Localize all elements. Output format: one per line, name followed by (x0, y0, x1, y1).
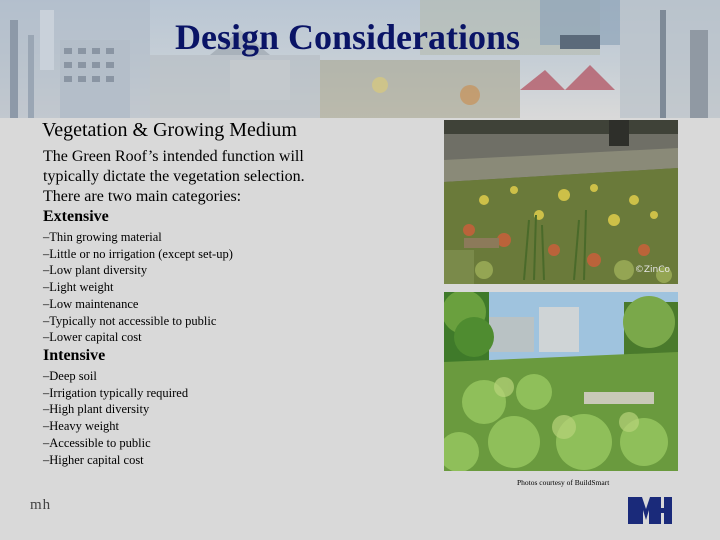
list-item: –Light weight (43, 280, 114, 295)
list-item: –Thin growing material (43, 230, 162, 244)
section-subtitle: Vegetation & Growing Medium (42, 119, 297, 141)
extensive-roof-photo (444, 120, 678, 284)
list-item: –Low maintenance (43, 296, 139, 311)
intro-line: The Green Roof’s intended function will (43, 148, 304, 165)
list-item: –Low plant diversity (43, 263, 148, 278)
mh-logo-icon (628, 495, 672, 525)
list-item: –Deep soil (43, 369, 97, 383)
intro-line: There are two main categories: (43, 188, 242, 205)
extensive-heading: Extensive (43, 208, 109, 225)
list-item: –Typically not accessible to public (43, 313, 217, 328)
list-item: –Higher capital cost (43, 452, 144, 467)
slide-title: Design Considerations (174, 17, 521, 57)
list-item: –Irrigation typically required (43, 385, 189, 400)
header-banner (0, 0, 720, 118)
list-item: –Little or no irrigation (except set-up) (43, 246, 233, 261)
intro-line: typically dictate the vegetation selection. (43, 168, 305, 185)
intensive-roof-image (444, 292, 678, 471)
intensive-heading: Intensive (43, 347, 106, 364)
intro-paragraph (43, 147, 305, 207)
list-item: –Heavy weight (43, 419, 120, 434)
footer-initials: mh (30, 497, 52, 513)
extensive-list (43, 229, 233, 346)
extensive-roof-image (444, 120, 678, 284)
photo-watermark: ©ZinCo (634, 265, 670, 275)
list-item: –Accessible to public (43, 435, 151, 450)
list-item: –Lower capital cost (43, 330, 142, 345)
intensive-list (43, 368, 188, 468)
intensive-roof-photo (444, 292, 678, 471)
list-item: –High plant diversity (43, 402, 150, 417)
photo-credit: Photos courtesy of BuildSmart (517, 478, 610, 487)
